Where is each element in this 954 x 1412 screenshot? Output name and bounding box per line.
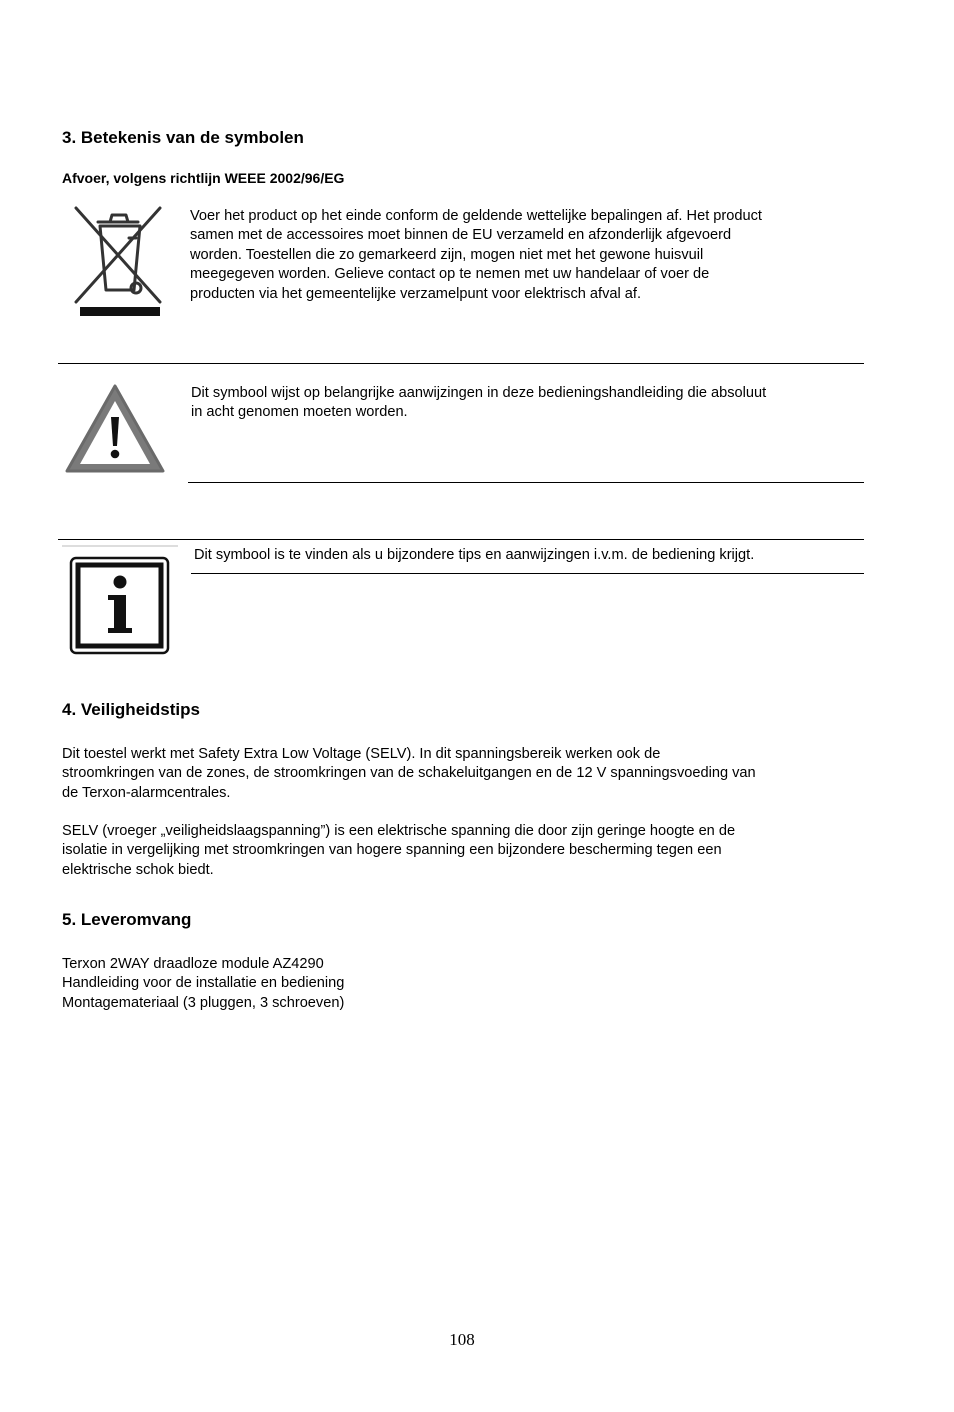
divider — [58, 363, 864, 364]
paragraph-line: stroomkringen van de zones, de stroomkringen van de schakeluitgangen en de 12 V spanningsvoeding van — [62, 765, 756, 782]
divider — [58, 539, 864, 540]
list-item: Handleiding voor de installatie en bediening — [62, 975, 345, 992]
info-icon — [62, 545, 178, 655]
weee-text-line: Voer het product op het einde conform de geldende wettelijke bepalingen af. Het product — [190, 208, 762, 224]
safety-paragraph-1 — [62, 745, 882, 803]
safety-paragraph-2 — [62, 822, 882, 880]
weee-text — [190, 207, 870, 304]
warning-text-line: Dit symbool wijst op belangrijke aanwijzingen in deze bedieningshandleiding die absoluut — [191, 385, 767, 401]
paragraph-line: Dit toestel werkt met Safety Extra Low Voltage (SELV). In dit spanningsbereik werken ook de — [62, 746, 661, 762]
divider — [188, 482, 864, 483]
paragraph-line: elektrische schok biedt. — [62, 861, 214, 878]
warning-triangle-icon — [64, 383, 166, 475]
divider — [191, 573, 864, 574]
weee-text-line: samen met de accessoires moet binnen de EU verzameld en afzonderlijk afgevoerd — [190, 227, 732, 244]
delivery-list — [62, 955, 662, 1013]
warning-text-line: in acht genomen moeten worden. — [191, 404, 408, 421]
section-3-heading: 3. Betekenis van de symbolen — [62, 128, 304, 147]
weee-text-line: meegegeven worden. Gelieve contact op te nemen met uw handelaar of voer de — [190, 266, 710, 283]
weee-text-line: worden. Toestellen die zo gemarkeerd zijn, mogen niet met het gewone huisvuil — [190, 246, 704, 263]
warning-text — [191, 384, 871, 423]
paragraph-line: isolatie in vergelijking met stroomkringen van hogere spanning een bijzondere bescherming tegen een — [62, 842, 722, 859]
paragraph-line: SELV (vroeger „veiligheidslaagspanning”) is een elektrische spanning die door zijn geringe hoogte en de — [62, 823, 736, 839]
crossed-out-wheelie-bin-icon — [68, 204, 168, 318]
weee-subheading: Afvoer, volgens richtlijn WEEE 2002/96/EG — [62, 170, 345, 186]
weee-text-line: producten via het gemeentelijke verzamelpunt voor elektrisch afval af. — [190, 285, 642, 302]
list-item: Terxon 2WAY draadloze module AZ4290 — [62, 956, 324, 972]
info-text: Dit symbool is te vinden als u bijzondere tips en aanwijzingen i.v.m. de bediening krijgt. — [194, 547, 755, 563]
section-5-heading: 5. Leveromvang — [62, 910, 192, 929]
page-number: 108 — [449, 1330, 475, 1349]
section-4-heading: 4. Veiligheidstips — [62, 700, 200, 719]
list-item: Montagemateriaal (3 pluggen, 3 schroeven) — [62, 994, 345, 1011]
paragraph-line: de Terxon-alarmcentrales. — [62, 784, 231, 801]
